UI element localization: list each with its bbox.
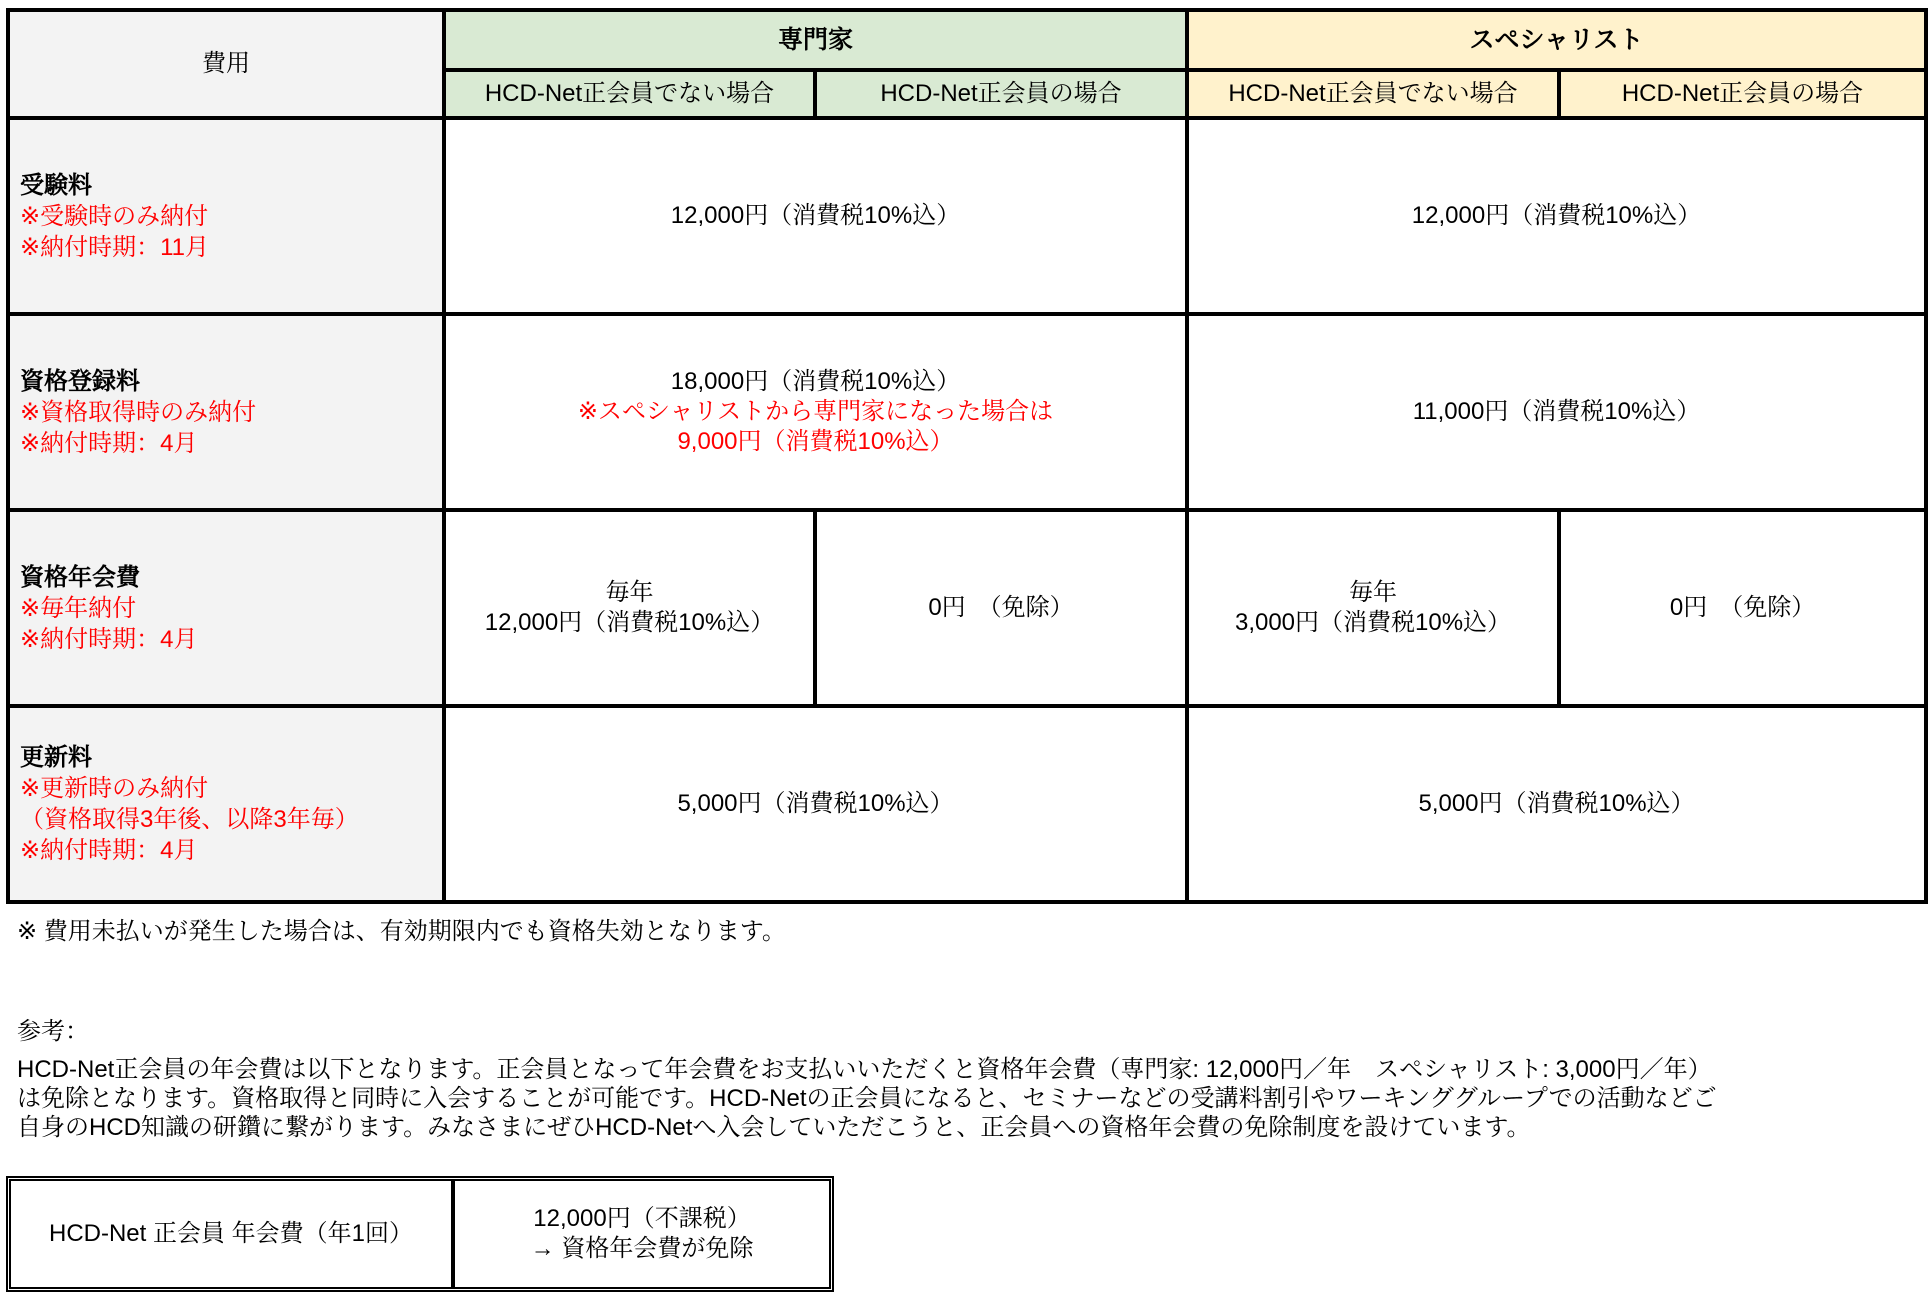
cell-annual-fee-specialist-member: 0円 （免除） (1559, 510, 1926, 706)
fee-note: 9,000円（消費税10%込） (677, 428, 954, 455)
fee-value: 12,000円（消費税10%込） (484, 609, 775, 636)
subheader-specialist-non-member: HCD-Net正会員でない場合 (1187, 70, 1559, 118)
table-row-exam-fee (8, 118, 1926, 314)
row-title: 資格年会費 (20, 563, 140, 591)
fee-frequency: 毎年 (605, 579, 654, 606)
cell-renewal-fee-specialist: 5,000円（消費税10%込） (1187, 706, 1926, 902)
row-title: 更新料 (20, 744, 92, 771)
row-label-exam-fee (8, 118, 444, 314)
reference-title: 参考： (17, 1018, 89, 1045)
paragraph-line: は免除となります。資格取得と同時に入会することが可能です。HCD-Netの正会員になると、セミナーなどの受講料割引やワーキンググループでの活動などご (17, 1085, 1717, 1112)
row-title: 資格登録料 (20, 367, 140, 395)
row-note: （資格取得3年後、以降3年毎） (20, 806, 359, 833)
table-row-annual-fee (8, 510, 1926, 706)
subheader-expert-non-member: HCD-Net正会員でない場合 (444, 70, 815, 118)
group-header-specialist: スペシャリスト (1187, 10, 1926, 70)
paragraph-line: 自身のHCD知識の研鑽に繋がります。みなさまにぜひHCD-Netへ入会していただこうと、正会員への資格年会費の免除制度を設けています。 (17, 1114, 1531, 1141)
row-label-annual-fee (8, 510, 444, 706)
row-note: ※納付時期：11月 (20, 233, 210, 261)
fee-value: 3,000円（消費税10%込） (1234, 609, 1512, 636)
group-header-expert: 専門家 (444, 10, 1187, 70)
row-label-registration-fee (8, 314, 444, 510)
fee-frequency: 毎年 (1349, 579, 1398, 606)
cell-registration-fee-specialist: 11,000円（消費税10%込） (1187, 314, 1926, 510)
row-note: ※毎年納付 (20, 594, 137, 622)
membership-fee: 12,000円（不課税） (533, 1205, 751, 1232)
header-row-groups (8, 10, 1926, 70)
subheader-expert-member: HCD-Net正会員の場合 (815, 70, 1187, 118)
membership-benefit: → 資格年会費が免除 (530, 1235, 754, 1262)
cell-renewal-fee-expert: 5,000円（消費税10%込） (444, 706, 1187, 902)
row-note: ※受験時のみ納付 (20, 202, 209, 230)
row-title: 受験料 (20, 171, 92, 199)
cell-annual-fee-expert-member: 0円 （免除） (815, 510, 1187, 706)
row-label-renewal-fee (8, 706, 444, 902)
row-note: ※納付時期：4月 (20, 625, 198, 653)
table-row-registration-fee (8, 314, 1926, 510)
cell-annual-fee-specialist-non-member (1187, 510, 1559, 706)
fee-table (6, 8, 1928, 904)
fee-note: ※スペシャリストから専門家になった場合は (577, 398, 1054, 425)
cell-exam-fee-specialist: 12,000円（消費税10%込） (1187, 118, 1926, 314)
fee-value: 18,000円（消費税10%込） (670, 368, 961, 395)
subheader-specialist-member: HCD-Net正会員の場合 (1559, 70, 1926, 118)
cell-exam-fee-expert: 12,000円（消費税10%込） (444, 118, 1187, 314)
corner-header: 費用 (8, 10, 444, 118)
membership-value (455, 1181, 829, 1287)
row-note: ※更新時のみ納付 (20, 775, 209, 802)
membership-row (11, 1181, 829, 1287)
membership-label: HCD-Net 正会員 年会費（年1回） (11, 1181, 455, 1287)
row-note: ※納付時期：4月 (20, 837, 198, 864)
row-note: ※資格取得時のみ納付 (20, 398, 257, 426)
cell-annual-fee-expert-non-member (444, 510, 815, 706)
cell-registration-fee-expert (444, 314, 1187, 510)
table-row-renewal-fee (8, 706, 1926, 902)
membership-fee-table (6, 1176, 834, 1292)
row-note: ※納付時期：4月 (20, 429, 198, 457)
paragraph-line: HCD-Net正会員の年会費は以下となります。正会員となって年会費をお支払いいただくと資格年会費（専門家: 12,000円／年 スペシャリスト: 3,000円／年） (17, 1056, 1712, 1083)
unpaid-footnote: ※ 費用未払いが発生した場合は、有効期限内でも資格失効となります。 (17, 918, 786, 945)
reference-paragraph (17, 1055, 1922, 1142)
